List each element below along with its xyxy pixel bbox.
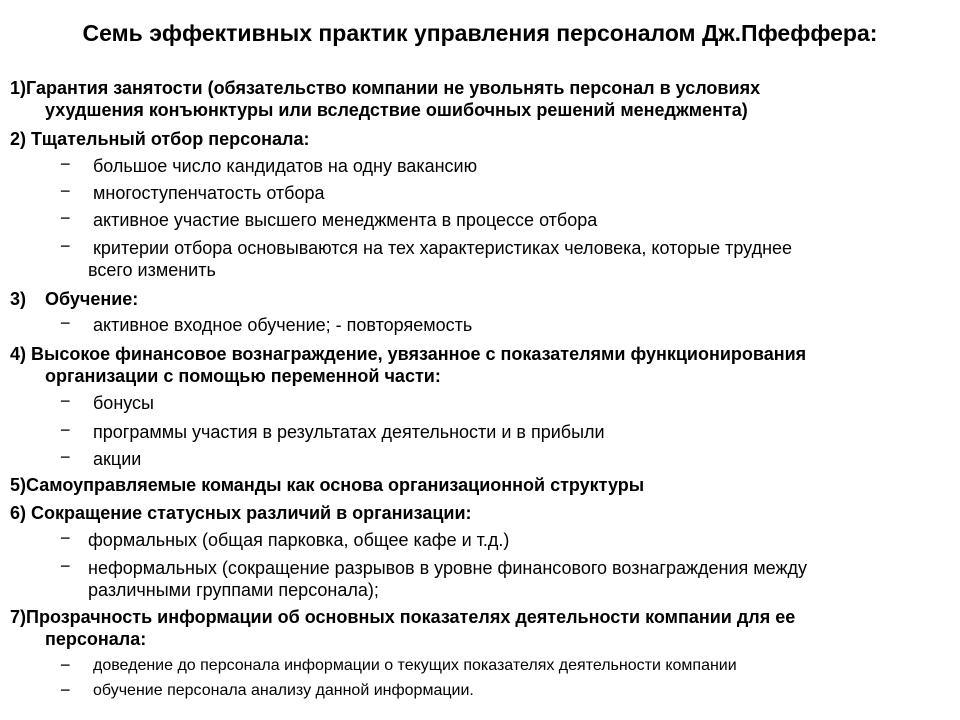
practice-4-item-2: программы участия в результатах деятельности и в прибыли	[93, 422, 605, 442]
bullet-dash: −	[60, 208, 71, 228]
practice-2-heading: 2) Тщательный отбор персонала:	[10, 129, 310, 149]
practice-6-item-1: формальных (общая парковка, общее кафе и т.д.)	[88, 530, 510, 550]
practice-2-item-1: большое число кандидатов на одну вакансию	[93, 156, 478, 176]
practice-7-line-2: персонала:	[45, 629, 147, 649]
practice-4-line-2: организации с помощью переменной части:	[45, 366, 441, 386]
practice-2-item-4-cont: всего изменить	[88, 260, 216, 280]
bullet-dash: −	[60, 420, 71, 440]
practice-3-heading: Обучение:	[45, 289, 139, 309]
bullet-dash: −	[60, 680, 71, 700]
slide-title: Семь эффективных практик управления персоналом Дж.Пфеффера:	[82, 20, 878, 46]
bullet-dash: −	[60, 391, 71, 411]
practice-6-heading: 6) Сокращение статусных различий в организации:	[10, 503, 472, 523]
practice-3-number: 3)	[10, 289, 27, 309]
practice-6-item-2: неформальных (сокращение разрывов в уровне финансового вознаграждения между	[88, 558, 808, 578]
bullet-dash: −	[60, 313, 71, 333]
bullet-dash: −	[60, 447, 71, 467]
practice-6-item-2-cont: различными группами персонала);	[88, 580, 379, 600]
bullet-dash: −	[60, 528, 71, 548]
bullet-dash: −	[60, 236, 71, 256]
practice-7-line-1: 7)Прозрачность информации об основных показателях деятельности компании для ее	[10, 607, 796, 627]
bullet-dash: −	[60, 181, 71, 201]
practice-2-item-3: активное участие высшего менеджмента в процессе отбора	[93, 210, 598, 230]
practice-4-item-3: акции	[93, 449, 142, 469]
practice-1-line-1: 1)Гарантия занятости (обязательство компании не увольнять персонал в условиях	[10, 78, 761, 98]
practice-1-line-2: ухудшения конъюнктуры или вследствие ошибочных решений менеджмента)	[45, 100, 748, 120]
practice-7-item-1: доведение до персонала информации о текущих показателях деятельности компании	[93, 657, 737, 674]
practice-4-item-1: бонусы	[93, 393, 154, 413]
practice-3-item-1: активное входное обучение; - повторяемость	[93, 315, 473, 335]
practice-4-line-1: 4) Высокое финансовое вознаграждение, увязанное с показателями функционирования	[10, 344, 807, 364]
bullet-dash: −	[60, 556, 71, 576]
practice-5-heading: 5)Самоуправляемые команды как основа организационной структуры	[10, 475, 645, 495]
practice-2-item-2: многоступенчатость отбора	[93, 183, 325, 203]
bullet-dash: −	[60, 655, 71, 675]
bullet-dash: −	[60, 154, 71, 174]
practice-7-item-2: обучение персонала анализу данной информации.	[93, 682, 474, 699]
practice-2-item-4: критерии отбора основываются на тех характеристиках человека, которые труднее	[93, 238, 793, 258]
